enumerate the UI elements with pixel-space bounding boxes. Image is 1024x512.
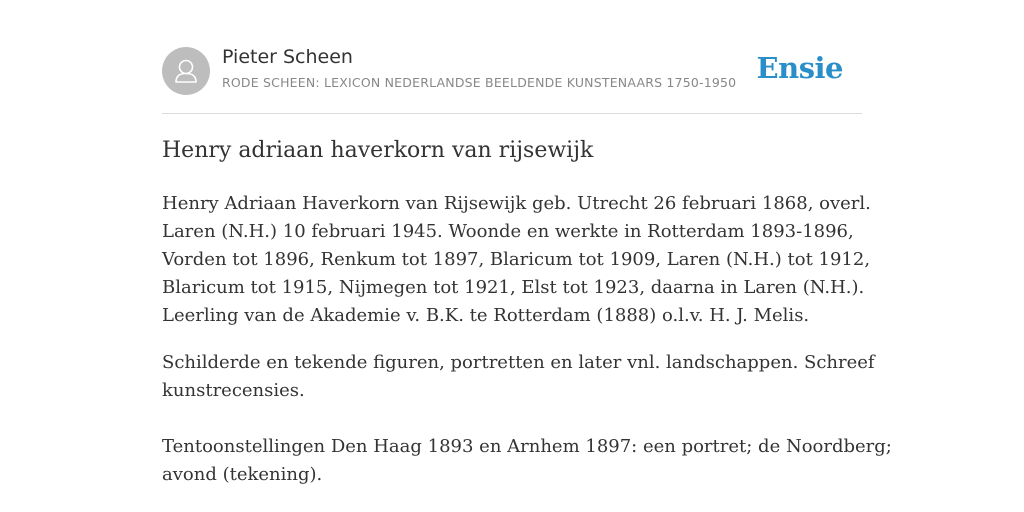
author-name[interactable]: Pieter Scheen <box>222 46 353 68</box>
page-title: Henry adriaan haverkorn van rijsewijk <box>162 138 594 163</box>
source-publication[interactable]: RODE SCHEEN: LEXICON NEDERLANDSE BEELDENDE KUNSTENAARS 1750-1950 <box>222 75 737 90</box>
ensie-logo[interactable]: Ensie <box>756 51 843 85</box>
article-paragraph-2 <box>162 349 875 405</box>
paragraph-line: Laren (N.H.) 10 februari 1945. Woonde en werkte in Rotterdam 1893-1896, <box>162 221 854 242</box>
page-container <box>162 0 892 485</box>
article-paragraph-3 <box>162 433 892 489</box>
paragraph-line: Blaricum tot 1915, Nijmegen tot 1921, Elst tot 1923, daarna in Laren (N.H.). <box>162 277 865 298</box>
paragraph-line: Vorden tot 1896, Renkum tot 1897, Blaricum tot 1909, Laren (N.H.) tot 1912, <box>162 249 871 270</box>
user-icon <box>162 47 210 95</box>
paragraph-line: Leerling van de Akademie v. B.K. te Rotterdam (1888) o.l.v. H. J. Melis. <box>162 305 810 326</box>
paragraph-line: kunstrecensies. <box>162 380 305 401</box>
paragraph-line: Tentoonstellingen Den Haag 1893 en Arnhem 1897: een portret; de Noordberg; <box>162 436 892 457</box>
paragraph-line: Schilderde en tekende figuren, portretten en later vnl. landschappen. Schreef <box>162 352 875 373</box>
article-header <box>162 0 862 114</box>
author-avatar[interactable] <box>162 47 210 95</box>
article-paragraph-1 <box>162 190 871 330</box>
paragraph-line: avond (tekening). <box>162 464 323 485</box>
paragraph-line: Henry Adriaan Haverkorn van Rijsewijk geb. Utrecht 26 februari 1868, overl. <box>162 193 871 214</box>
